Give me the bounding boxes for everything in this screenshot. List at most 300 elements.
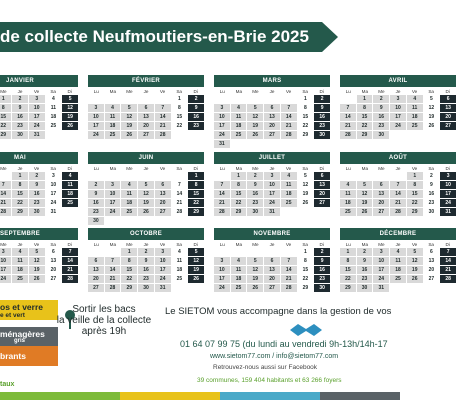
contact-stats: 39 communes, 159 404 habitants et 63 266 foyers <box>197 377 342 384</box>
day-cell: 20 <box>264 275 280 283</box>
day-cell: 25 <box>390 275 406 283</box>
empty-cell <box>281 95 297 103</box>
day-cell: 18 <box>407 113 423 121</box>
day-cell: 12 <box>62 104 78 112</box>
day-cell: 18 <box>231 122 247 130</box>
day-cell: 8 <box>172 104 188 112</box>
day-cell: 10 <box>214 113 230 121</box>
day-grid <box>88 248 204 292</box>
day-cell: 8 <box>231 181 247 189</box>
empty-cell <box>88 95 104 103</box>
day-cell: 9 <box>138 257 154 265</box>
day-cell: 13 <box>264 266 280 274</box>
day-cell: 5 <box>188 248 204 256</box>
day-cell: 30 <box>88 217 104 225</box>
day-cell: 6 <box>264 104 280 112</box>
day-cell: 8 <box>12 181 28 189</box>
day-cell: 16 <box>138 266 154 274</box>
day-cell: 24 <box>264 199 280 207</box>
day-cell: 24 <box>46 199 62 207</box>
empty-cell <box>155 95 171 103</box>
legend-label-1b: e et vert <box>0 312 25 319</box>
day-cell: 1 <box>357 95 373 103</box>
month-header: SEPTEMBRE <box>0 228 78 240</box>
day-cell: 26 <box>407 275 423 283</box>
month-juillet <box>214 152 330 216</box>
day-cell: 8 <box>298 104 314 112</box>
day-cell: 2 <box>188 95 204 103</box>
day-cell: 10 <box>46 181 62 189</box>
day-cell: 26 <box>424 122 440 130</box>
day-cell: 17 <box>29 113 45 121</box>
day-cell: 7 <box>340 104 356 112</box>
day-cell: 1 <box>340 248 356 256</box>
day-cell: 8 <box>407 181 423 189</box>
day-cell: 27 <box>88 284 104 292</box>
day-cell: 24 <box>373 275 389 283</box>
empty-cell <box>247 95 263 103</box>
day-cell: 1 <box>12 172 28 180</box>
month-header: JUILLET <box>214 152 330 164</box>
empty-cell <box>231 248 247 256</box>
day-cell: 5 <box>29 248 45 256</box>
day-cell: 20 <box>264 122 280 130</box>
month-avril <box>340 75 456 139</box>
day-cell: 18 <box>281 190 297 198</box>
day-cell: 20 <box>155 199 171 207</box>
day-cell: 25 <box>231 131 247 139</box>
day-cell: 27 <box>264 284 280 292</box>
contact-website[interactable]: www.sietom77.com / info@sietom77.com <box>210 353 339 360</box>
empty-cell <box>155 172 171 180</box>
day-cell: 12 <box>357 190 373 198</box>
day-cell: 31 <box>214 140 230 148</box>
day-cell: 16 <box>357 266 373 274</box>
day-cell: 5 <box>247 104 263 112</box>
day-cell: 20 <box>373 199 389 207</box>
day-cell: 31 <box>29 131 45 139</box>
day-cell: 7 <box>105 257 121 265</box>
day-cell: 15 <box>188 190 204 198</box>
month-header: JUIN <box>88 152 204 164</box>
day-cell: 30 <box>314 284 330 292</box>
month-header: MAI <box>0 152 78 164</box>
day-cell: 28 <box>0 208 11 216</box>
day-cell: 5 <box>121 104 137 112</box>
month-septembre <box>0 228 78 292</box>
day-cell: 4 <box>407 95 423 103</box>
day-cell: 6 <box>440 95 456 103</box>
day-cell: 9 <box>247 181 263 189</box>
legend-label-1: os et verre <box>0 302 43 312</box>
day-cell: 19 <box>247 122 263 130</box>
day-cell: 4 <box>231 257 247 265</box>
day-cell: 28 <box>440 275 456 283</box>
day-cell: 17 <box>0 266 11 274</box>
day-cell: 28 <box>62 275 78 283</box>
day-cell: 29 <box>188 208 204 216</box>
empty-cell <box>357 172 373 180</box>
day-cell: 2 <box>314 95 330 103</box>
day-cell: 7 <box>440 248 456 256</box>
day-cell: 15 <box>231 190 247 198</box>
month-décembre <box>340 228 456 292</box>
day-cell: 11 <box>231 266 247 274</box>
day-cell: 16 <box>314 113 330 121</box>
day-cell: 11 <box>121 190 137 198</box>
day-cell: 4 <box>281 172 297 180</box>
day-cell: 12 <box>247 113 263 121</box>
day-cell: 12 <box>138 190 154 198</box>
day-cell: 29 <box>357 131 373 139</box>
day-cell: 28 <box>105 284 121 292</box>
day-cell: 4 <box>12 248 28 256</box>
month-mars <box>214 75 330 148</box>
handshake-icon <box>288 321 324 339</box>
day-cell: 28 <box>281 284 297 292</box>
day-cell: 30 <box>138 284 154 292</box>
day-cell: 21 <box>62 266 78 274</box>
empty-cell <box>214 95 230 103</box>
day-cell: 25 <box>105 131 121 139</box>
day-cell: 21 <box>155 122 171 130</box>
day-cell: 24 <box>440 199 456 207</box>
day-grid <box>340 172 456 216</box>
day-cell: 28 <box>214 208 230 216</box>
day-cell: 26 <box>29 275 45 283</box>
day-cell: 16 <box>373 113 389 121</box>
day-cell: 8 <box>121 257 137 265</box>
day-cell: 27 <box>314 199 330 207</box>
day-cell: 3 <box>214 104 230 112</box>
day-cell: 23 <box>373 122 389 130</box>
day-cell: 14 <box>281 113 297 121</box>
day-cell: 28 <box>172 208 188 216</box>
day-grid <box>214 95 330 148</box>
day-cell: 20 <box>138 122 154 130</box>
day-cell: 21 <box>440 266 456 274</box>
day-cell: 16 <box>88 199 104 207</box>
day-cell: 22 <box>231 199 247 207</box>
day-cell: 22 <box>357 122 373 130</box>
empty-cell <box>340 172 356 180</box>
day-cell: 13 <box>373 190 389 198</box>
day-cell: 5 <box>298 172 314 180</box>
day-cell: 9 <box>12 104 28 112</box>
day-cell: 1 <box>121 248 137 256</box>
day-cell: 17 <box>373 266 389 274</box>
day-cell: 29 <box>340 284 356 292</box>
empty-cell <box>390 172 406 180</box>
day-cell: 14 <box>62 257 78 265</box>
day-cell: 25 <box>281 199 297 207</box>
day-cell: 2 <box>88 181 104 189</box>
day-cell: 9 <box>373 104 389 112</box>
empty-cell <box>121 95 137 103</box>
day-cell: 5 <box>407 248 423 256</box>
day-cell: 7 <box>281 257 297 265</box>
day-cell: 1 <box>231 172 247 180</box>
day-cell: 18 <box>12 266 28 274</box>
day-cell: 24 <box>29 122 45 130</box>
day-cell: 17 <box>214 122 230 130</box>
day-cell: 23 <box>314 275 330 283</box>
day-cell: 30 <box>314 131 330 139</box>
day-cell: 6 <box>46 248 62 256</box>
empty-cell <box>214 172 230 180</box>
day-cell: 13 <box>440 104 456 112</box>
day-cell: 18 <box>172 266 188 274</box>
day-cell: 9 <box>188 104 204 112</box>
day-cell: 24 <box>88 131 104 139</box>
day-cell: 24 <box>0 275 11 283</box>
day-cell: 19 <box>298 190 314 198</box>
day-cell: 27 <box>264 131 280 139</box>
month-header: AVRIL <box>340 75 456 87</box>
day-cell: 19 <box>424 113 440 121</box>
day-cell: 11 <box>340 190 356 198</box>
day-cell: 23 <box>12 122 28 130</box>
day-cell: 3 <box>373 248 389 256</box>
month-header: AOÛT <box>340 152 456 164</box>
day-cell: 6 <box>155 181 171 189</box>
day-cell: 13 <box>264 113 280 121</box>
legend-label-3: brants <box>0 351 26 361</box>
empty-cell <box>264 95 280 103</box>
day-cell: 11 <box>62 181 78 189</box>
day-cell: 3 <box>264 172 280 180</box>
day-cell: 21 <box>105 275 121 283</box>
day-cell: 22 <box>12 199 28 207</box>
day-cell: 14 <box>340 113 356 121</box>
day-cell: 9 <box>314 257 330 265</box>
day-cell: 27 <box>440 122 456 130</box>
day-cell: 23 <box>29 199 45 207</box>
color-footer-bar <box>0 392 400 400</box>
day-cell: 14 <box>214 190 230 198</box>
day-cell: 14 <box>0 190 11 198</box>
day-cell: 29 <box>407 208 423 216</box>
day-cell: 3 <box>155 248 171 256</box>
day-cell: 29 <box>121 284 137 292</box>
day-cell: 29 <box>231 208 247 216</box>
day-grid <box>214 172 330 216</box>
day-cell: 26 <box>357 208 373 216</box>
day-cell: 25 <box>121 208 137 216</box>
day-grid <box>0 248 78 292</box>
day-cell: 7 <box>281 104 297 112</box>
day-cell: 25 <box>172 275 188 283</box>
day-cell: 16 <box>314 266 330 274</box>
day-cell: 21 <box>340 122 356 130</box>
day-cell: 28 <box>340 131 356 139</box>
day-cell: 31 <box>46 208 62 216</box>
day-cell: 23 <box>88 208 104 216</box>
day-cell: 9 <box>424 181 440 189</box>
day-cell: 31 <box>440 208 456 216</box>
empty-cell <box>340 95 356 103</box>
day-cell: 11 <box>407 104 423 112</box>
day-cell: 25 <box>12 275 28 283</box>
day-cell: 16 <box>247 190 263 198</box>
day-cell: 23 <box>357 275 373 283</box>
day-cell: 18 <box>46 113 62 121</box>
day-cell: 12 <box>121 113 137 121</box>
day-cell: 24 <box>105 208 121 216</box>
empty-cell <box>0 172 11 180</box>
day-cell: 6 <box>373 181 389 189</box>
day-cell: 2 <box>247 172 263 180</box>
day-cell: 9 <box>88 190 104 198</box>
day-cell: 4 <box>172 248 188 256</box>
day-cell: 3 <box>214 257 230 265</box>
day-cell: 25 <box>407 122 423 130</box>
month-octobre <box>88 228 204 292</box>
day-cell: 23 <box>138 275 154 283</box>
day-cell: 10 <box>29 104 45 112</box>
day-cell: 16 <box>188 113 204 121</box>
day-cell: 15 <box>298 266 314 274</box>
day-cell: 28 <box>390 208 406 216</box>
day-cell: 11 <box>390 257 406 265</box>
day-cell: 22 <box>298 275 314 283</box>
day-cell: 12 <box>298 181 314 189</box>
day-cell: 7 <box>0 181 11 189</box>
day-cell: 17 <box>264 190 280 198</box>
empty-cell <box>214 248 230 256</box>
month-header: OCTOBRE <box>88 228 204 240</box>
month-août <box>340 152 456 216</box>
day-cell: 10 <box>264 181 280 189</box>
day-cell: 18 <box>390 266 406 274</box>
day-cell: 22 <box>121 275 137 283</box>
month-header: JANVIER <box>0 75 78 87</box>
day-cell: 18 <box>121 199 137 207</box>
day-cell: 4 <box>121 181 137 189</box>
day-cell: 30 <box>424 208 440 216</box>
day-cell: 11 <box>105 113 121 121</box>
day-grid <box>0 95 78 139</box>
day-cell: 12 <box>424 104 440 112</box>
day-cell: 15 <box>0 113 11 121</box>
day-cell: 12 <box>407 257 423 265</box>
day-cell: 22 <box>0 122 11 130</box>
day-cell: 30 <box>373 131 389 139</box>
day-cell: 25 <box>340 208 356 216</box>
day-cell: 27 <box>138 131 154 139</box>
day-cell: 29 <box>12 208 28 216</box>
day-cell: 10 <box>390 104 406 112</box>
empty-cell <box>231 95 247 103</box>
empty-cell <box>121 172 137 180</box>
empty-cell <box>88 172 104 180</box>
day-cell: 19 <box>407 266 423 274</box>
day-cell: 26 <box>138 208 154 216</box>
day-cell: 26 <box>188 275 204 283</box>
day-cell: 11 <box>12 257 28 265</box>
day-cell: 2 <box>314 248 330 256</box>
day-cell: 10 <box>373 257 389 265</box>
day-cell: 15 <box>172 113 188 121</box>
month-janvier <box>0 75 78 139</box>
contact-facebook: Retrouvez-nous aussi sur Facebook <box>213 364 318 371</box>
empty-cell <box>373 172 389 180</box>
empty-cell <box>105 172 121 180</box>
day-cell: 15 <box>12 190 28 198</box>
day-cell: 16 <box>424 190 440 198</box>
day-cell: 9 <box>29 181 45 189</box>
day-grid <box>340 248 456 292</box>
day-cell: 29 <box>298 284 314 292</box>
day-cell: 7 <box>390 181 406 189</box>
day-cell: 27 <box>155 208 171 216</box>
day-cell: 5 <box>357 181 373 189</box>
day-cell: 22 <box>188 199 204 207</box>
day-cell: 25 <box>231 284 247 292</box>
day-cell: 21 <box>0 199 11 207</box>
day-cell: 19 <box>121 122 137 130</box>
day-cell: 16 <box>12 113 28 121</box>
day-cell: 4 <box>231 104 247 112</box>
day-cell: 17 <box>390 113 406 121</box>
page-title: de collecte Neufmoutiers-en-Brie 2025 <box>0 27 309 46</box>
empty-cell <box>138 172 154 180</box>
month-header: DÉCEMBRE <box>340 228 456 240</box>
day-cell: 23 <box>188 122 204 130</box>
day-cell: 13 <box>314 181 330 189</box>
day-cell: 10 <box>214 266 230 274</box>
day-cell: 15 <box>298 113 314 121</box>
day-cell: 28 <box>281 131 297 139</box>
month-novembre <box>214 228 330 292</box>
day-grid <box>0 172 78 216</box>
day-cell: 2 <box>357 248 373 256</box>
day-cell: 4 <box>105 104 121 112</box>
day-cell: 5 <box>424 95 440 103</box>
day-cell: 14 <box>440 257 456 265</box>
day-cell: 5 <box>138 181 154 189</box>
day-cell: 2 <box>424 172 440 180</box>
day-cell: 6 <box>138 104 154 112</box>
day-cell: 10 <box>440 181 456 189</box>
day-cell: 7 <box>155 104 171 112</box>
day-cell: 17 <box>440 190 456 198</box>
day-cell: 19 <box>357 199 373 207</box>
day-cell: 5 <box>247 257 263 265</box>
day-cell: 8 <box>0 104 11 112</box>
empty-cell <box>105 248 121 256</box>
day-grid <box>88 95 204 139</box>
day-cell: 2 <box>12 95 28 103</box>
day-cell: 17 <box>214 275 230 283</box>
day-cell: 10 <box>0 257 11 265</box>
day-cell: 12 <box>29 257 45 265</box>
day-cell: 12 <box>247 266 263 274</box>
day-cell: 10 <box>88 113 104 121</box>
day-cell: 17 <box>105 199 121 207</box>
day-cell: 30 <box>247 208 263 216</box>
day-cell: 7 <box>214 181 230 189</box>
day-cell: 1 <box>298 95 314 103</box>
day-cell: 19 <box>29 266 45 274</box>
day-cell: 4 <box>46 95 62 103</box>
day-cell: 26 <box>247 131 263 139</box>
contact-title: Le SIETOM vous accompagne dans la gestion de vos <box>165 306 392 317</box>
day-cell: 31 <box>155 284 171 292</box>
empty-cell <box>264 248 280 256</box>
day-grid <box>88 172 204 225</box>
contact-phone: 01 64 07 99 75 (du lundi au vendredi 9h-13h/14h-17 <box>180 339 388 349</box>
